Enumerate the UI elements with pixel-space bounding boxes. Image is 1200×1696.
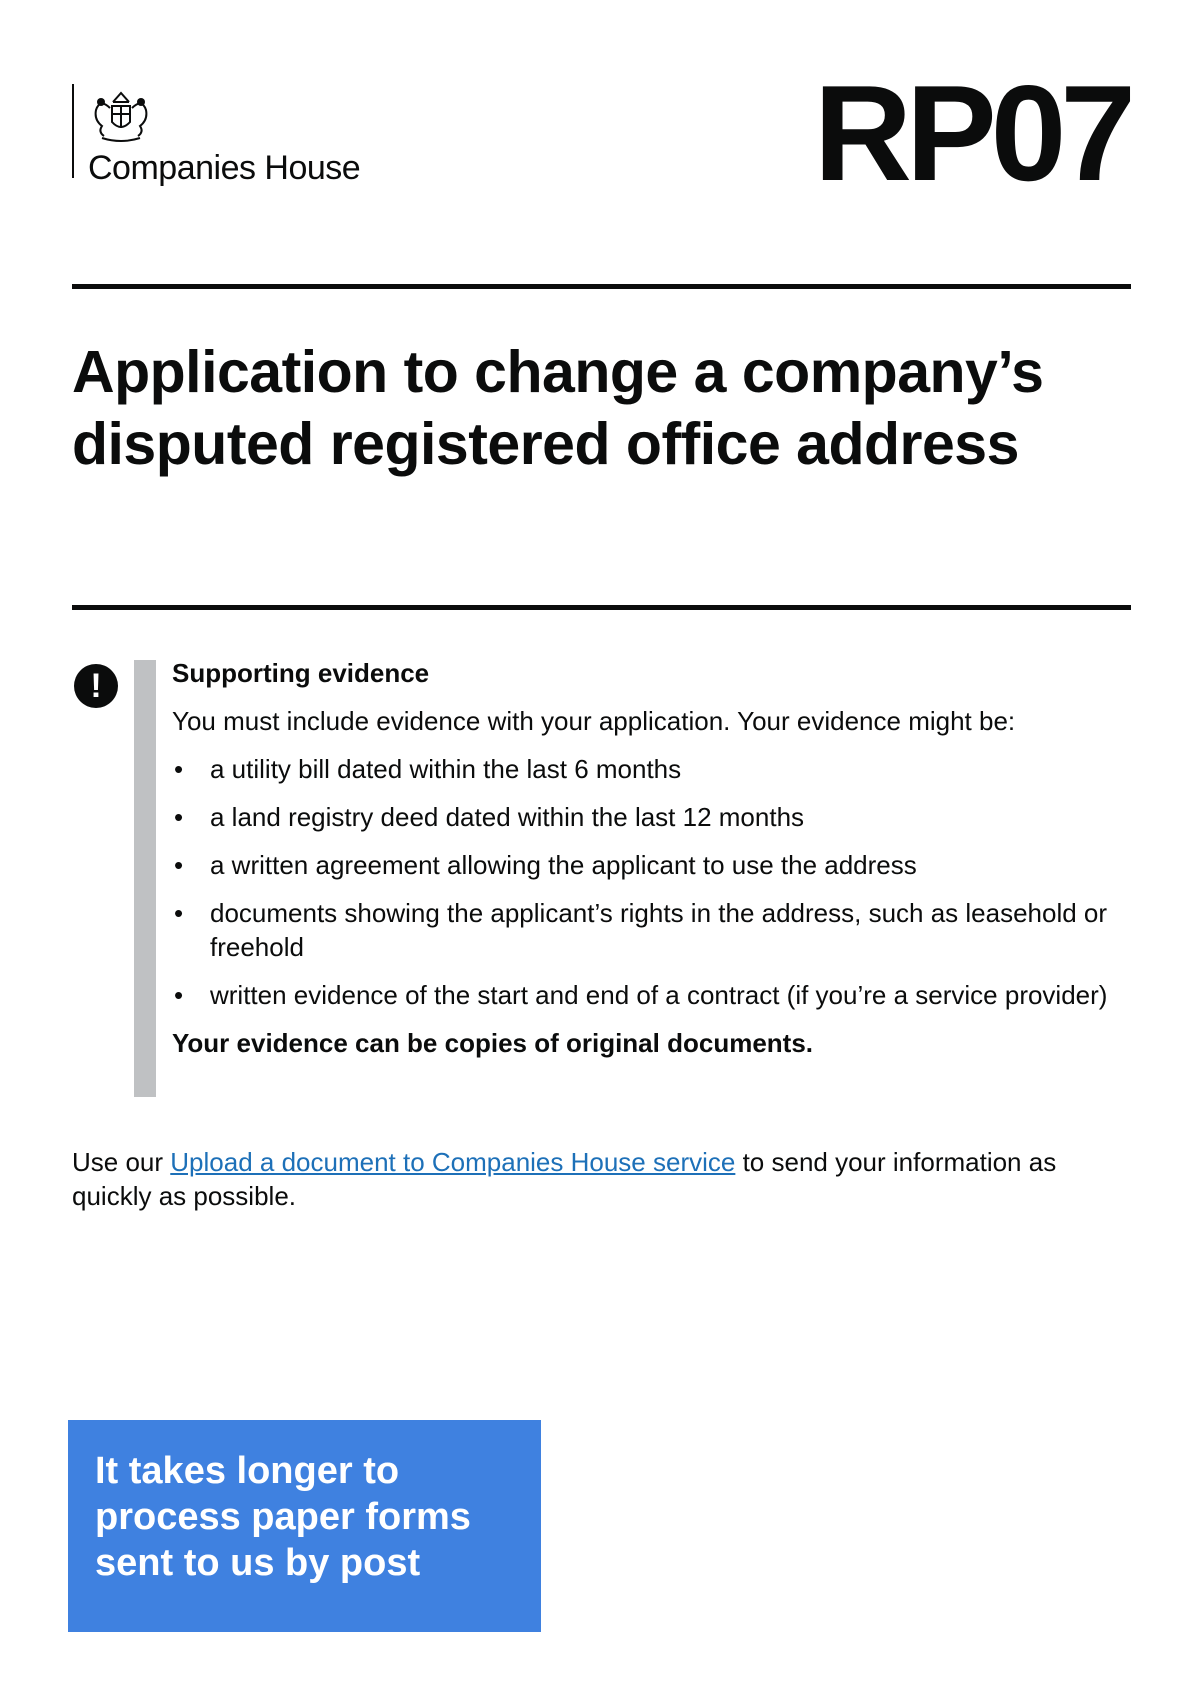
supporting-evidence-panel xyxy=(172,656,1132,1060)
page-title: Application to change a company’s disputed registered office address xyxy=(72,339,1044,477)
panel-note: Your evidence can be copies of original documents. xyxy=(172,1028,813,1058)
list-item-text: a written agreement allowing the applicant to use the address xyxy=(210,850,917,880)
logo-divider xyxy=(72,84,74,178)
upload-service-link[interactable]: Upload a document to Companies House service xyxy=(170,1147,736,1177)
form-code: RP07 xyxy=(813,57,1130,209)
bullet: • xyxy=(174,754,184,784)
exclamation-icon: ! xyxy=(74,664,118,708)
bullet: • xyxy=(174,802,184,832)
list-item-text: documents showing the applicant’s rights in the address, such as leasehold or freehold xyxy=(210,898,1108,962)
bullet: • xyxy=(174,898,184,928)
list-item-text: written evidence of the start and end of a contract (if you’re a service provider) xyxy=(210,980,1108,1010)
header-divider xyxy=(72,284,1131,289)
panel-bar xyxy=(134,660,156,1097)
list-item xyxy=(172,896,1132,964)
list-item-text: a land registry deed dated within the last 12 months xyxy=(210,802,805,832)
promo-banner xyxy=(68,1420,541,1632)
bullet: • xyxy=(174,980,184,1010)
upload-suffix: to send your information as quickly as possible. xyxy=(72,1147,1057,1211)
panel-heading: Supporting evidence xyxy=(172,658,430,688)
panel-intro: You must include evidence with your application. Your evidence might be: xyxy=(172,706,1016,736)
list-item xyxy=(172,752,1132,786)
evidence-list xyxy=(172,752,1132,1012)
title-divider xyxy=(72,605,1131,610)
bullet: • xyxy=(174,850,184,880)
list-item-text: a utility bill dated within the last 6 months xyxy=(210,754,682,784)
organisation-name: Companies House xyxy=(88,149,361,187)
royal-coat-of-arms-icon xyxy=(88,88,154,144)
list-item xyxy=(172,978,1132,1012)
upload-paragraph xyxy=(72,1145,1132,1213)
list-item xyxy=(172,848,1132,882)
list-item xyxy=(172,800,1132,834)
upload-prefix: Use our xyxy=(72,1147,171,1177)
promo-text: It takes longer to process paper forms sent to us by post xyxy=(95,1450,471,1584)
